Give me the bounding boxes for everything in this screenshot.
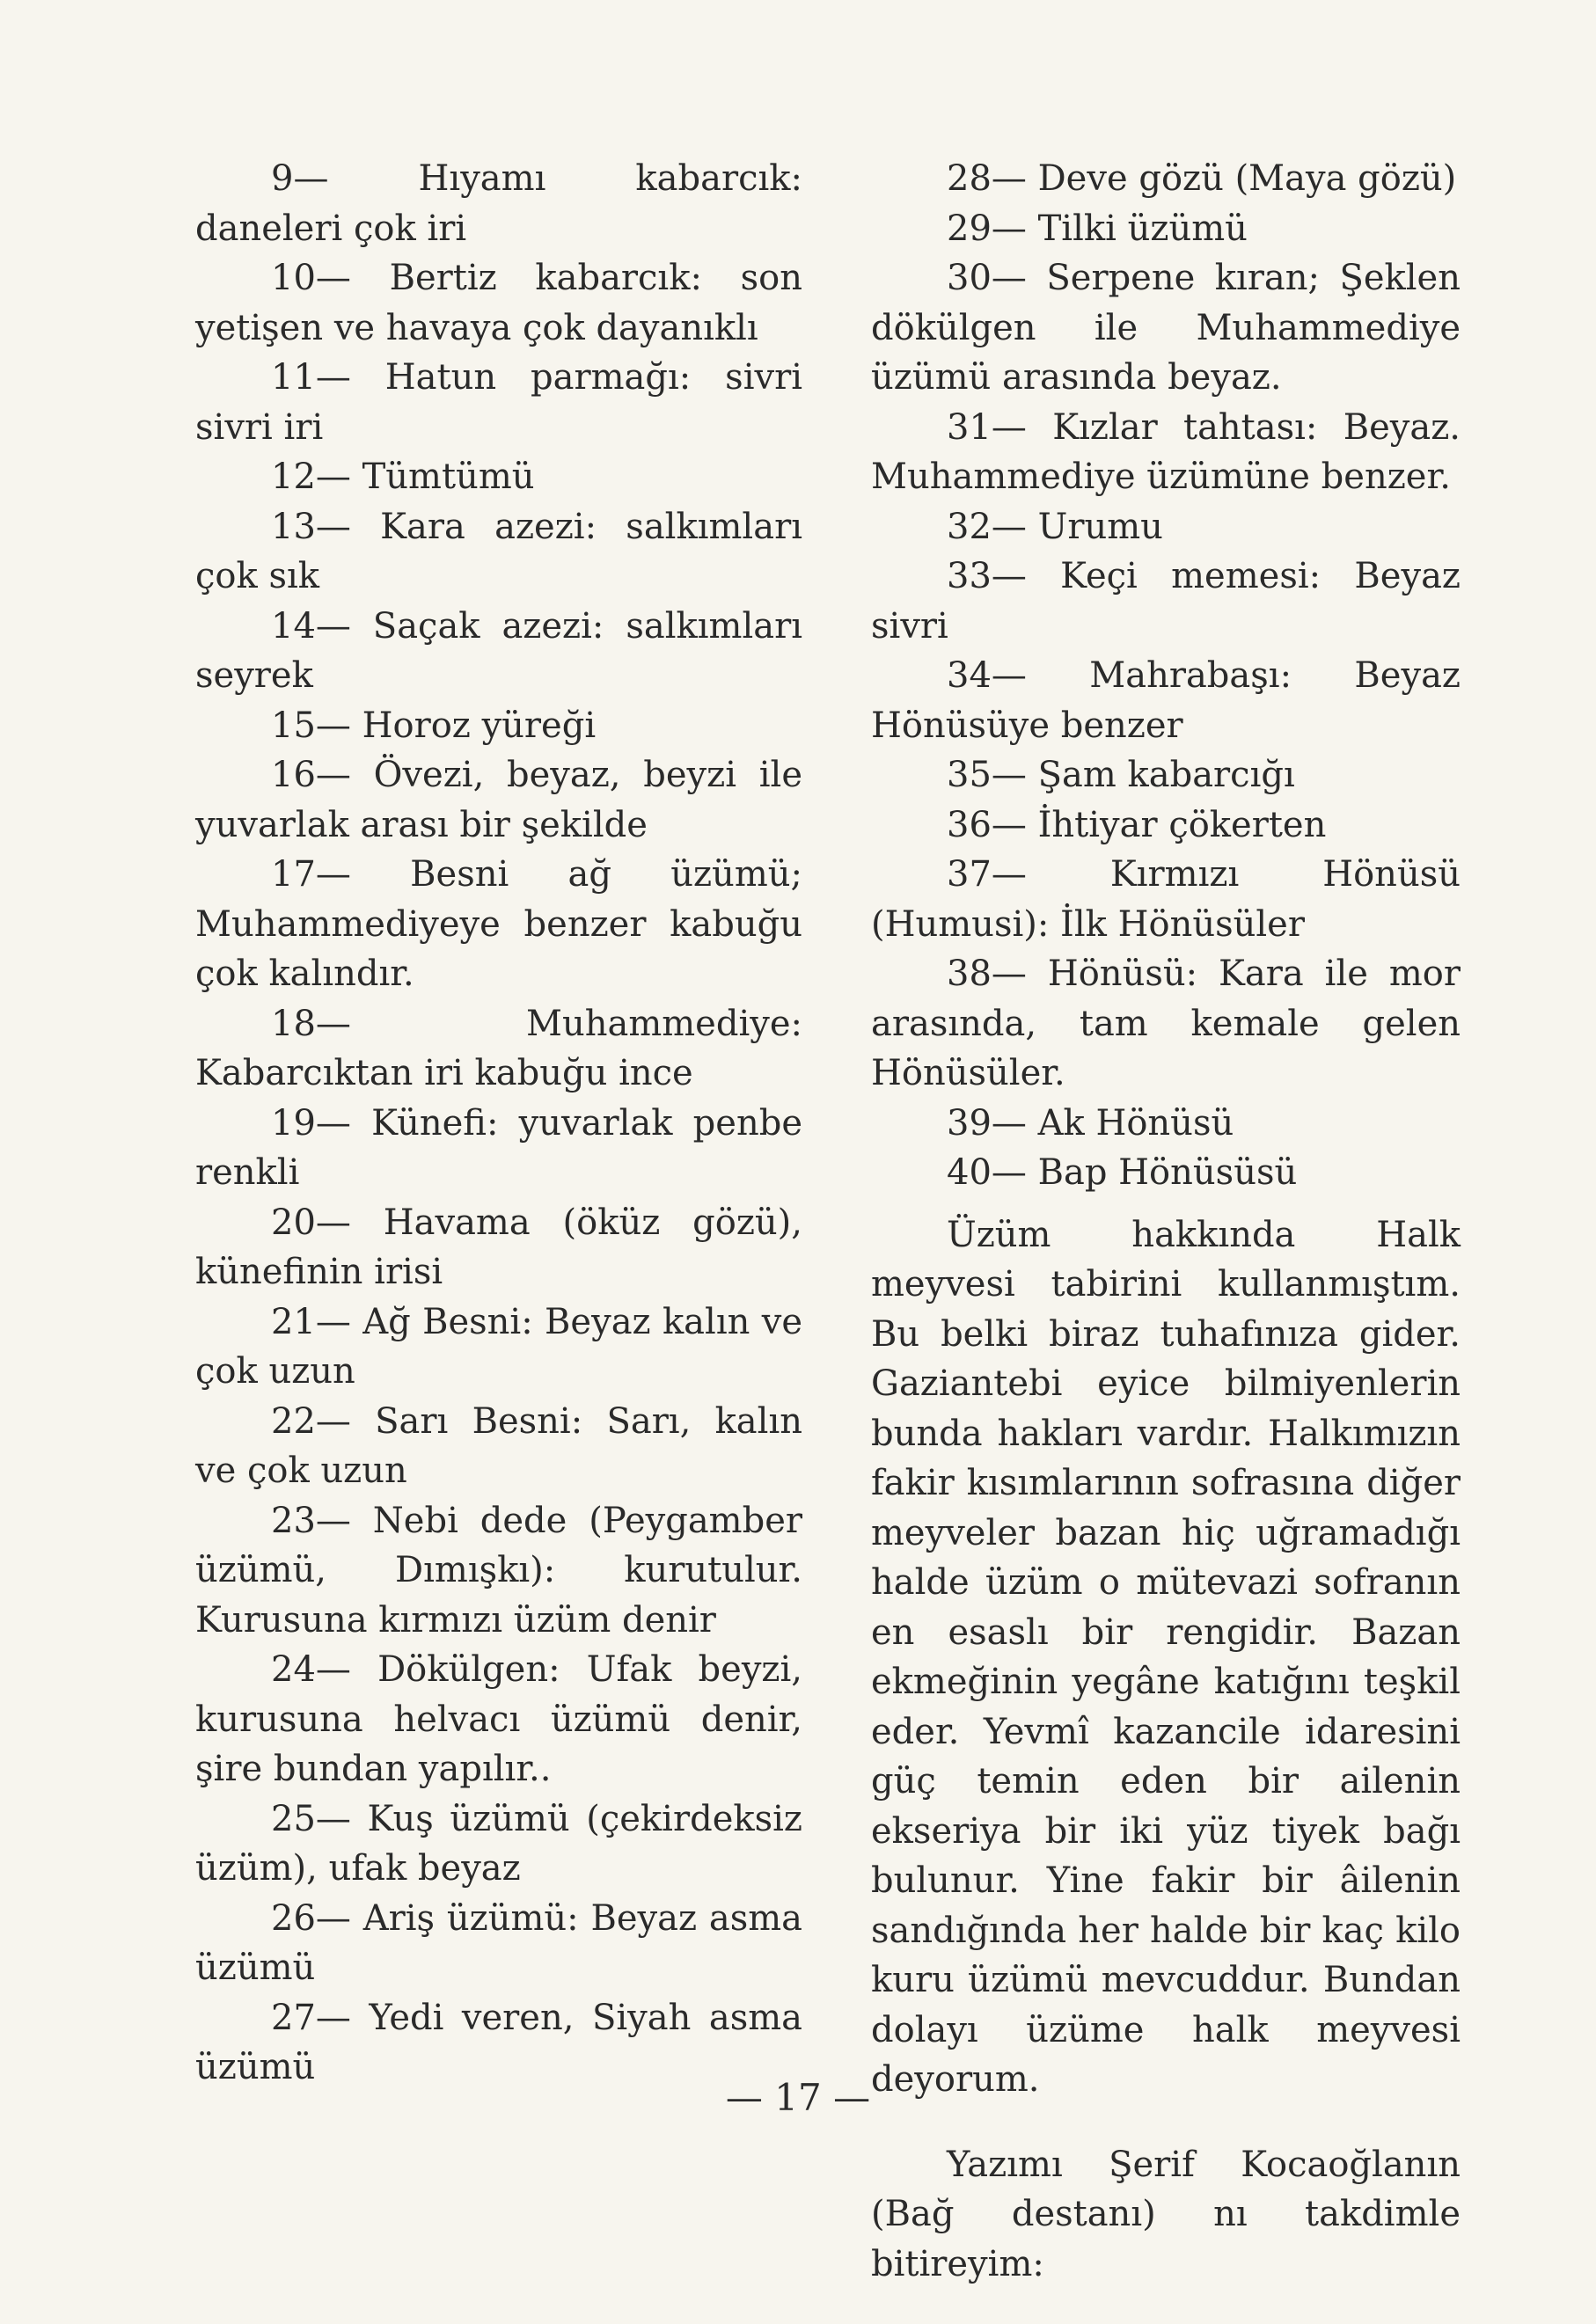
list-item: 26— Ariş üzümü: Beyaz asma üzümü: [195, 1897, 802, 1988]
list-item: 33— Keçi memesi: Beyaz sivri: [871, 556, 1461, 647]
list-item: 23— Nebi dede (Peygamber üzümü, Dımışkı): kurutulur. Kurusuna kırmızı üzüm denir: [195, 1500, 802, 1641]
list-item: 14— Saçak azezi: salkımları seyrek: [195, 605, 802, 696]
list-item: 34— Mahrabaşı: Beyaz Hönüsüye benzer: [871, 655, 1461, 746]
list-item: 16— Övezi, beyaz, beyzi ile yuvarlak arası bir şekilde: [195, 755, 802, 845]
list-item: 13— Kara azezi: salkımları çok sık: [195, 506, 802, 596]
list-item: 15— Horoz yüreği: [271, 705, 597, 746]
list-item: 37— Kırmızı Hönüsü (Humusi): İlk Hönüsüler: [871, 854, 1461, 945]
list-item: 39— Ak Hönüsü: [947, 1102, 1234, 1144]
list-item: 10— Bertiz kabarcık: son yetişen ve havaya çok dayanıklı: [195, 258, 802, 348]
list-item: 18— Muhammediye: Kabarcıktan iri kabuğu ince: [195, 1003, 802, 1093]
list-item: 30— Serpene kıran; Şeklen dökülgen ile Muhammediye üzümü arasında beyaz.: [871, 258, 1461, 398]
list-item: 29— Tilki üzümü: [947, 208, 1248, 249]
list-item: 38— Hönüsü: Kara ile mor arasında, tam kemale gelen Hönüsüler.: [871, 954, 1461, 1093]
list-item: 25— Kuş üzümü (çekirdeksiz üzüm), ufak beyaz: [195, 1798, 802, 1889]
list-item: 40— Bap Hönüsüsü: [947, 1152, 1298, 1193]
list-item: 31— Kızlar tahtası: Beyaz. Muhammediye üzümüne benzer.: [871, 406, 1461, 497]
list-item: 22— Sarı Besni: Sarı, kalın ve çok uzun: [195, 1400, 802, 1491]
left-column: [195, 154, 802, 2093]
closing-paragraph: Yazımı Şerif Kocaoğlanın (Bağ destanı) nı takdimle bitireyim:: [871, 2144, 1461, 2284]
body-paragraph: Üzüm hakkında Halk meyvesi tabirini kullanmıştım. Bu belki biraz tuhafınıza gider. Gaziantebi eyice bilmiyenlerin bunda hakları vardır. Halkımızın fakir kısımlarının sofrasına diğer meyveler bazan hiç uğramadığı halde üzüm o mütevazi sofranın en esaslı bir rengidir. Bazan ekmeğinin yegâne katığını teşkil eder. Yevmî kazancile idaresini güç temin eden bir ailenin ekseriya bir iki yüz tiyek bağı bulunur. Yine fakir bir âilenin sandığında her halde bir kaç kilo kuru üzümü mevcuddur. Bundan dolayı üzüme halk meyvesi deyorum.: [871, 1214, 1461, 2100]
list-item: 17— Besni ağ üzümü; Muhammediyeye benzer kabuğu çok kalındır.: [195, 854, 802, 994]
list-item: 11— Hatun parmağı: sivri sivri iri: [195, 357, 802, 448]
list-item: 32— Urumu: [947, 506, 1163, 547]
page-number: — 17 —: [725, 2076, 871, 2119]
list-item: 12— Tümtümü: [271, 457, 535, 497]
list-item: 35— Şam kabarcığı: [947, 755, 1295, 795]
list-item: 9— Hıyamı kabarcık: daneleri çok iri: [195, 158, 802, 249]
list-item: 20— Havama (öküz gözü), künefinin irisi: [195, 1202, 802, 1292]
list-item: 24— Dökülgen: Ufak beyzi, kurusuna helvacı üzümü denir, şire bundan yapılır..: [195, 1649, 802, 1789]
list-item: 19— Künefi: yuvarlak penbe renkli: [195, 1102, 802, 1193]
right-column: [871, 154, 1461, 2324]
list-item: 36— İhtiyar çökerten: [947, 804, 1327, 845]
list-item: 21— Ağ Besni: Beyaz kalın ve çok uzun: [195, 1301, 802, 1392]
list-item: 28— Deve gözü (Maya gözü): [947, 158, 1457, 199]
list-item: 27— Yedi veren, Siyah asma üzümü: [195, 1997, 802, 2087]
